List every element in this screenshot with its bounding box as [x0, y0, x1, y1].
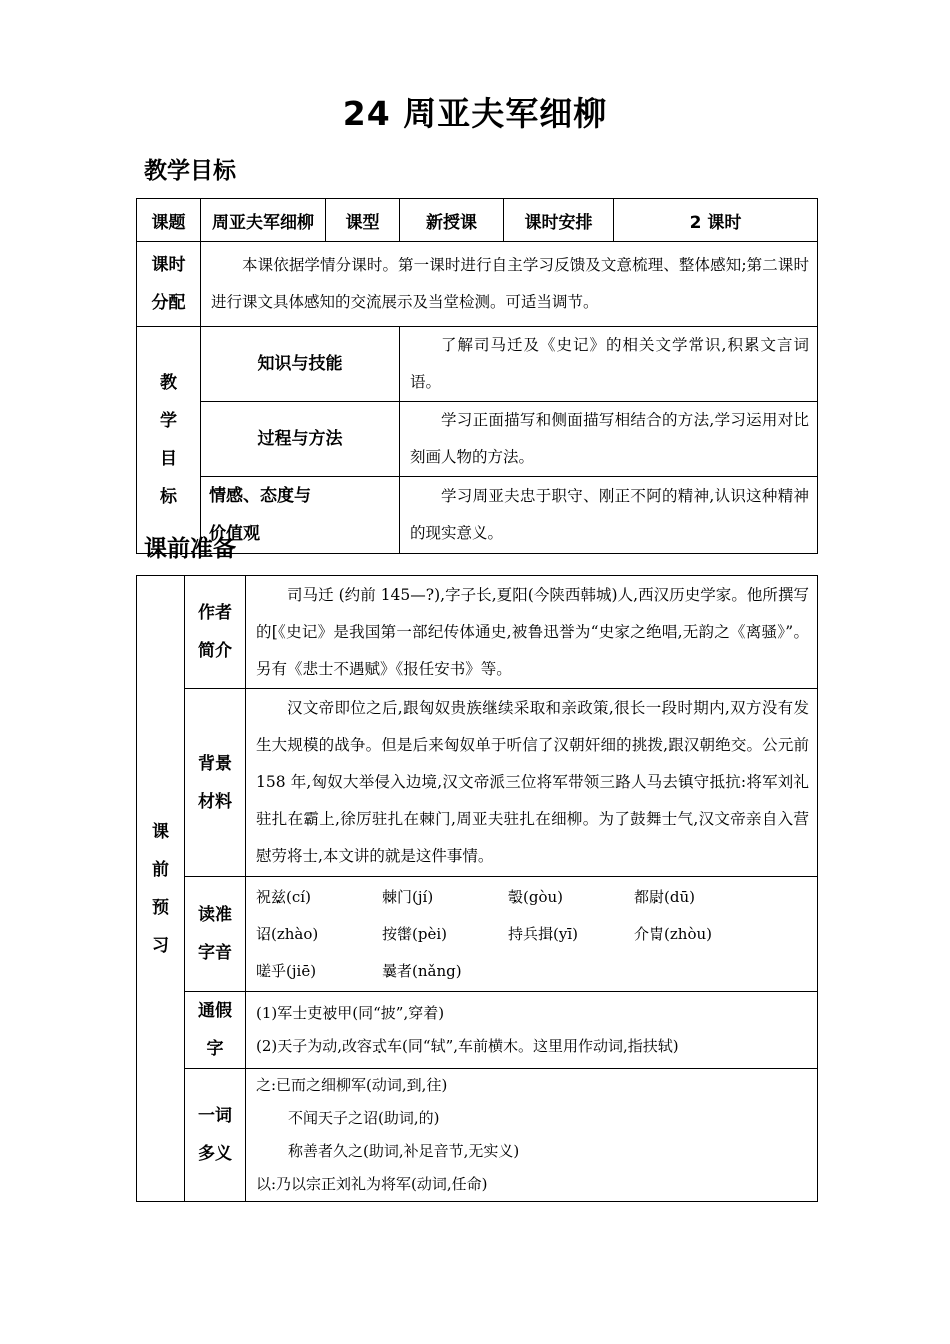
pronunciation-item	[256, 953, 382, 990]
marked-char: 诏	[256, 924, 272, 943]
pronunciation-item	[508, 916, 634, 953]
schedule-value: 2 课时	[614, 199, 818, 242]
line-text: (1)军士吏	[256, 1004, 323, 1022]
polysemy-line: 称善者久之(助词,补足音节,无实义)	[288, 1142, 520, 1160]
polysemy-cell	[246, 1069, 818, 1202]
polysemy-line: 不闻天子之诏(助词,的)	[288, 1109, 440, 1127]
header-type-label: 课型	[326, 199, 400, 242]
author-label: 作者 简介	[185, 576, 246, 689]
header-schedule-label: 课时安排	[504, 199, 614, 242]
section-heading-prep: 课前准备	[144, 536, 236, 562]
pinyin: (dū)	[664, 887, 695, 906]
pinyin: (jiē)	[286, 961, 317, 980]
pinyin: (nǎng)	[412, 961, 462, 980]
pronunciation-item	[382, 879, 508, 916]
goal-text-knowledge: 了解司马迁及《史记》的相关文学常识,积累文言词语。	[400, 327, 818, 402]
marked-char: 式	[372, 1037, 388, 1055]
marked-char: 棘	[382, 887, 398, 906]
header-course-label: 课题	[137, 199, 201, 242]
pronunciation-item	[508, 879, 634, 916]
marked-char: 曩	[382, 961, 398, 980]
pronunciation-item	[382, 916, 508, 953]
prep-side-label: 课 前 预 习	[137, 576, 185, 1202]
pinyin: (zhào)	[271, 924, 319, 943]
course-type: 新授课	[400, 199, 504, 242]
line-text: (2)天子为动,改容	[256, 1037, 373, 1055]
goal-text-attitude: 学习周亚夫忠于职守、刚正不阿的精神,认识这种精神的现实意义。	[400, 477, 818, 554]
word-text: 都	[634, 887, 650, 906]
goal-label-knowledge: 知识与技能	[201, 327, 400, 402]
marked-char: 彀	[508, 887, 524, 906]
word-text: 门	[397, 887, 413, 906]
polysemy-line: 以:乃以宗正刘礼为将军(动词,任命)	[256, 1175, 488, 1193]
background-text: 汉文帝即位之后,跟匈奴贵族继续采取和亲政策,很长一段时期内,双方没有发生大规模的战争。但是后来匈奴单于听信了汉朝奸细的挑拨,跟汉朝绝交。公元前158 年,匈奴大举侵入边境,汉文帝派三位将军带领三路人马去镇守抵抗:将军刘礼驻扎在霸上,徐厉驻扎在棘门,周亚夫驻扎在细柳。为了鼓舞士气,汉文帝亲自入营慰劳将士,本文讲的就是这件事情。	[246, 689, 818, 877]
word-text: 持兵	[508, 924, 539, 943]
goal-side-label: 教 学 目 标	[137, 327, 201, 554]
word-text: 介	[634, 924, 650, 943]
pronunciation-item	[382, 953, 508, 990]
pronunciation-item	[634, 916, 774, 953]
alloc-text: 本课依据学情分课时。第一课时进行自主学习反馈及文意梳理、整体感知;第二课时进行课文具体感知的交流展示及当堂检测。可适当调节。	[201, 242, 818, 327]
line-text: 车(同“轼”,车前横木。这里用作动词,指扶轼)	[387, 1037, 679, 1055]
course-name: 周亚夫军细柳	[201, 199, 326, 242]
marked-char: 嗟	[256, 961, 272, 980]
marked-char: 被	[322, 1004, 338, 1022]
tongjia-line	[256, 1030, 809, 1063]
marked-char: 辔	[397, 924, 413, 943]
pronunciation-list	[246, 879, 817, 990]
polysemy-line: 之:已而之细柳军(动词,到,往)	[256, 1076, 448, 1094]
pronunciation-item	[634, 879, 774, 916]
alloc-label: 课时 分配	[137, 242, 201, 327]
tongjia-cell	[246, 992, 818, 1069]
line-text: 甲(同“披”,穿着)	[337, 1004, 445, 1022]
prep-table	[136, 575, 818, 1202]
polysemy-label: 一词 多义	[185, 1069, 246, 1202]
tongjia-line	[256, 997, 809, 1030]
goal-label-process: 过程与方法	[201, 402, 400, 477]
word-text: 祝	[256, 887, 272, 906]
pronunciation-item	[256, 916, 382, 953]
goals-table	[136, 198, 818, 554]
marked-char: 尉	[649, 887, 665, 906]
background-label: 背景 材料	[185, 689, 246, 877]
marked-char: 兹	[271, 887, 287, 906]
author-text: 司马迁 (约前 145—?),字子长,夏阳(今陕西韩城)人,西汉历史学家。他所撰写的[《史记》是我国第一部纪传体通史,被鲁迅誉为“史家之绝唱,无韵之《离骚》”。另有《悲士不遇赋》《报任安书》等。	[246, 576, 818, 689]
tongjia-list	[246, 997, 817, 1063]
marked-char: 揖	[538, 924, 554, 943]
word-text: 乎	[271, 961, 287, 980]
goal-label-attitude: 情感、态度与 价值观	[201, 477, 400, 554]
section-heading-goals: 教学目标	[144, 158, 236, 184]
pinyin: (zhòu)	[664, 924, 712, 943]
pinyin: (gòu)	[523, 887, 564, 906]
tongjia-label: 通假 字	[185, 992, 246, 1069]
goal-text-process: 学习正面描写和侧面描写相结合的方法,学习运用对比刻画人物的方法。	[400, 402, 818, 477]
word-text: 者	[397, 961, 413, 980]
pronunciation-label: 读准 字音	[185, 877, 246, 992]
word-text: 按	[382, 924, 398, 943]
pinyin: (jí)	[412, 887, 434, 906]
page-title: 24 周亚夫军细柳	[342, 94, 608, 133]
pronunciation-item	[256, 879, 382, 916]
pronunciation-cell	[246, 877, 818, 992]
pinyin: (cí)	[286, 887, 311, 906]
pinyin: (pèi)	[412, 924, 448, 943]
pinyin: (yī)	[553, 924, 579, 943]
marked-char: 胄	[649, 924, 665, 943]
